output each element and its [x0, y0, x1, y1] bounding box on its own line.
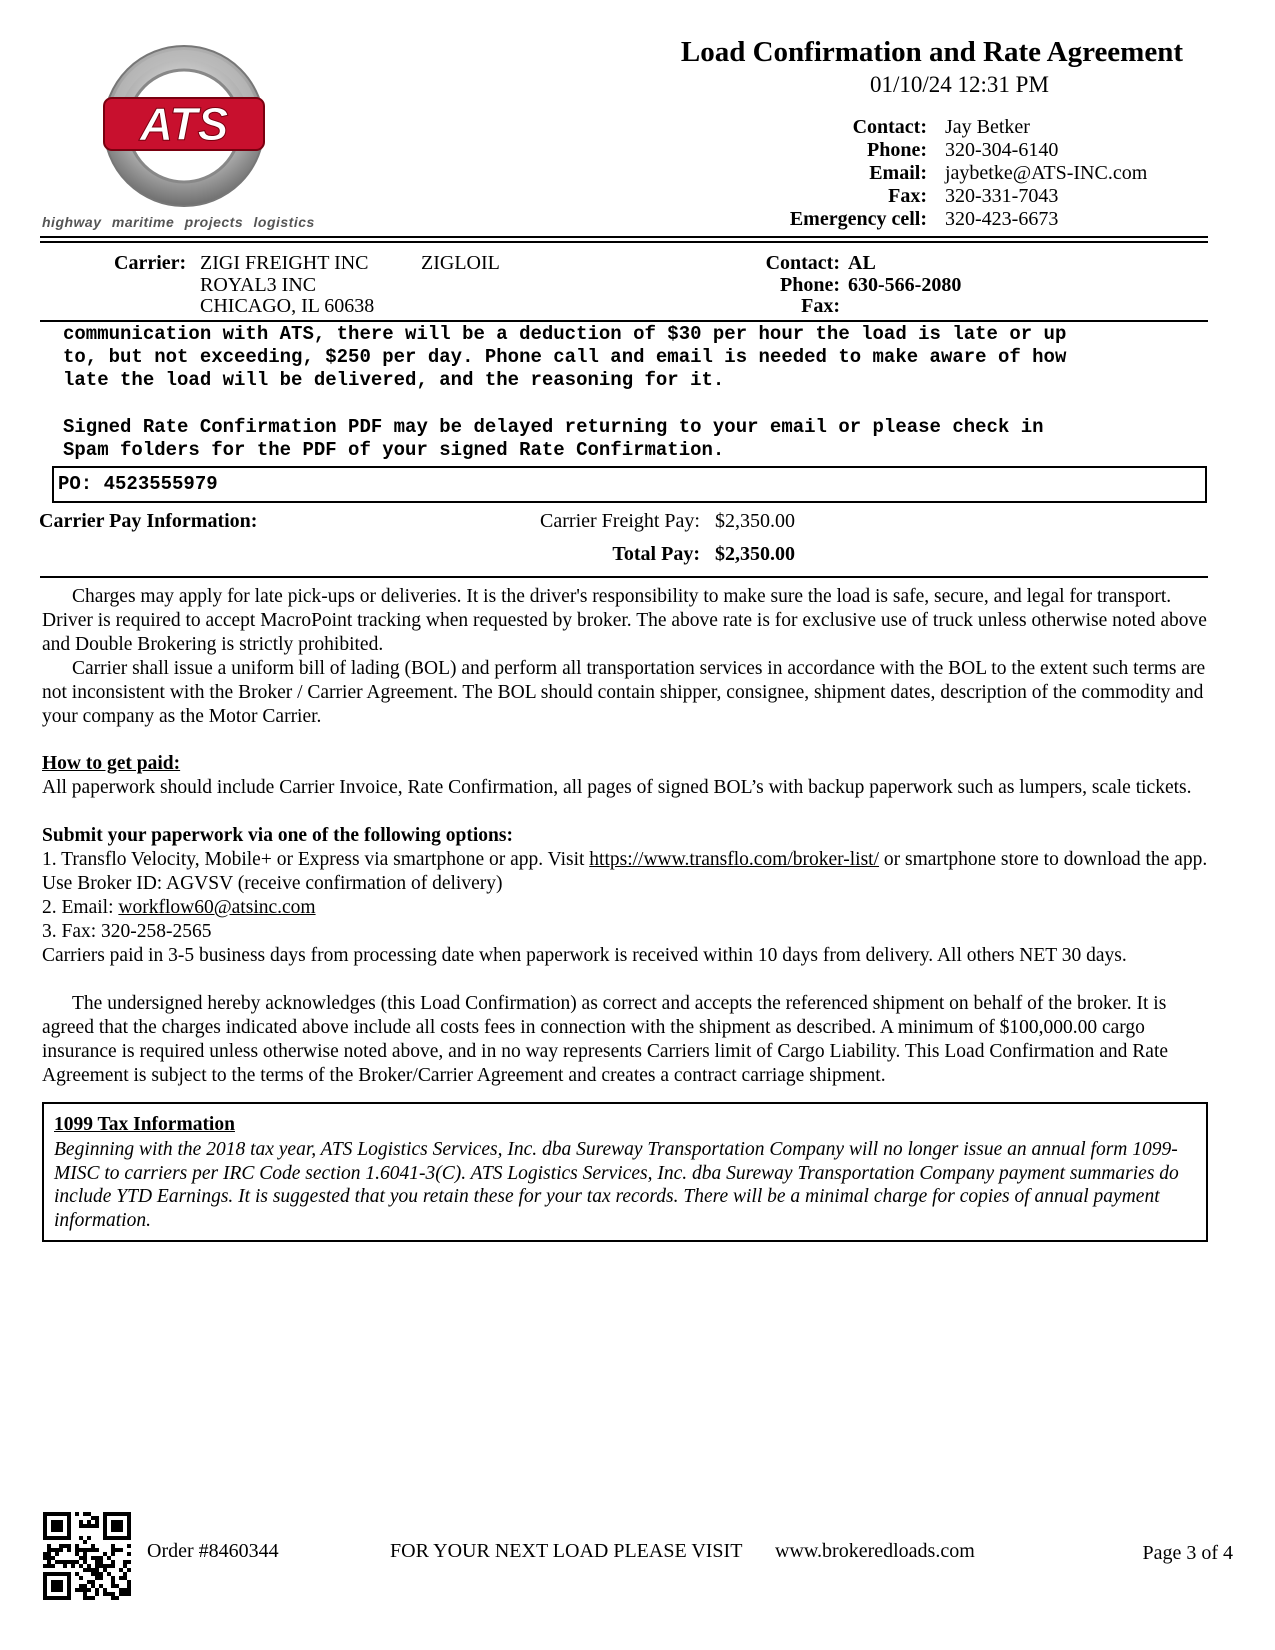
freight-pay-value: $2,350.00: [715, 510, 795, 532]
option-transflo-text: 1. Transflo Velocity, Mobile+ or Express via smartphone or app. Visit: [42, 849, 590, 870]
po-number: PO: 4523555979: [58, 473, 218, 495]
note-line: to, but not exceeding, $250 per day. Phone call and email is needed to make aware of how: [63, 346, 1067, 368]
charges-paragraph: Charges may apply for late pick-ups or deliveries. It is the driver's responsibility to make sure the load is safe, secure, and legal for transport. Driver is required to accept MacroPoint tracking when requested by broker. The above rate is for exclusive use of truck unless otherwise noted above and Double Brokering is strictly prohibited.: [42, 586, 1207, 655]
note-line: communication with ATS, there will be a deduction of $30 per hour the load is late or up: [63, 323, 1067, 345]
fax-label: Fax:: [888, 185, 927, 207]
fax-value: 320-331-7043: [945, 185, 1059, 207]
header-divider-2: [40, 241, 1208, 243]
page-title: Load Confirmation and Rate Agreement: [680, 36, 1183, 68]
pay-divider: [40, 576, 1208, 578]
option-transflo: [42, 848, 1217, 896]
email-value: jaybetke@ATS-INC.com: [945, 162, 1148, 184]
submit-paperwork-heading: Submit your paperwork via one of the following options:: [42, 825, 513, 846]
carrier-phone-value: 630-566-2080: [848, 274, 962, 296]
email-label: Email:: [869, 162, 927, 184]
tax-info-title: 1099 Tax Information: [54, 1114, 235, 1135]
qr-code: [43, 1512, 131, 1600]
order-number: Order #8460344: [147, 1540, 279, 1562]
carrier-code: ZIGLOIL: [421, 252, 500, 274]
footer-promo: FOR YOUR NEXT LOAD PLEASE VISIT: [390, 1540, 743, 1562]
how-to-get-paid-heading: How to get paid:: [42, 753, 181, 774]
ats-logo: [100, 42, 268, 210]
document-datetime: 01/10/24 12:31 PM: [870, 72, 1049, 97]
po-box: [52, 466, 1207, 503]
freight-pay-label: Carrier Freight Pay:: [540, 510, 700, 532]
phone-label: Phone:: [867, 139, 927, 161]
logo-text: ATS: [139, 98, 229, 150]
carrier-fax-label: Fax:: [801, 295, 840, 317]
page-number: Page 3 of 4: [1142, 1542, 1233, 1564]
bol-paragraph: Carrier shall issue a uniform bill of lading (BOL) and perform all transportation services in accordance with the BOL to the extent such terms are not inconsistent with the Broker / Carrier Agreement. The BOL should contain shipper, consignee, shipment dates, description of the commodity and your company as the Motor Carrier.: [42, 658, 1206, 727]
acknowledgement-paragraph: The undersigned hereby acknowledges (this Load Confirmation) as correct and accepts the referenced shipment on behalf of the broker. It is agreed that the charges indicated above include all costs fees in connection with the shipment as described. A minimum of $100,000.00 cargo insurance is required unless otherwise noted above, and in no way represents Carriers limit of Cargo Liability. This Load Confirmation and Rate Agreement is subject to the terms of the Broker/Carrier Agreement and creates a contract carriage shipment.: [42, 993, 1169, 1086]
brokeredloads-link[interactable]: www.brokeredloads.com: [775, 1540, 975, 1562]
emergency-cell-value: 320-423-6673: [945, 208, 1059, 230]
note-line: Spam folders for the PDF of your signed Rate Confirmation.: [63, 439, 725, 461]
option-email: [42, 896, 1217, 920]
note-line: Signed Rate Confirmation PDF may be delayed returning to your email or please check in: [63, 416, 1044, 438]
carrier-contact-label: Contact:: [765, 252, 840, 274]
option-email-text: 2. Email:: [42, 897, 119, 918]
transflo-link[interactable]: https://www.transflo.com/broker-list/: [589, 849, 880, 870]
pay-section-label: Carrier Pay Information:: [39, 510, 258, 532]
carrier-name: ZIGI FREIGHT INC: [200, 252, 369, 274]
emergency-cell-label: Emergency cell:: [789, 208, 927, 230]
carrier-contact-value: AL: [848, 252, 876, 274]
note-line: late the load will be delivered, and the reasoning for it.: [63, 369, 725, 391]
carrier-address-line2: CHICAGO, IL 60638: [200, 295, 375, 317]
payment-terms: Carriers paid in 3-5 business days from processing date when paperwork is received within 10 days from delivery. All others NET 30 days.: [42, 945, 1127, 966]
contact-value: Jay Betker: [945, 116, 1030, 138]
option-transflo-text-2: or smartphone store to download the app. Use Broker ID: AGVSV (receive confirmation of delivery): [42, 849, 1208, 894]
carrier-divider: [40, 320, 1208, 322]
contact-label: Contact:: [852, 116, 927, 138]
tax-info-text: Beginning with the 2018 tax year, ATS Logistics Services, Inc. dba Sureway Transportation Company will no longer issue an annual form 1099-MISC to carriers per IRC Code section 1.6041-3(C). ATS Logistics Services, Inc. dba Sureway Transportation Company payment summaries do include YTD Earnings. It is suggested that you retain these for your tax records. There will be a minimal charge for copies of annual payment information.: [54, 1139, 1179, 1231]
phone-value: 320-304-6140: [945, 139, 1059, 161]
carrier-label: Carrier:: [114, 252, 187, 274]
carrier-phone-label: Phone:: [780, 274, 840, 296]
tagline: highway maritime projects logistics: [42, 214, 315, 230]
workflow-email-link[interactable]: workflow60@atsinc.com: [118, 897, 316, 918]
carrier-address-line1: ROYAL3 INC: [200, 274, 317, 296]
total-pay-value: $2,350.00: [715, 543, 795, 565]
header-divider: [40, 236, 1208, 238]
total-pay-label: Total Pay:: [612, 543, 700, 565]
paperwork-requirements: All paperwork should include Carrier Invoice, Rate Confirmation, all pages of signed BOL’s with backup paperwork such as lumpers, scale tickets.: [42, 777, 1192, 798]
option-fax: 3. Fax: 320-258-2565: [42, 921, 212, 942]
